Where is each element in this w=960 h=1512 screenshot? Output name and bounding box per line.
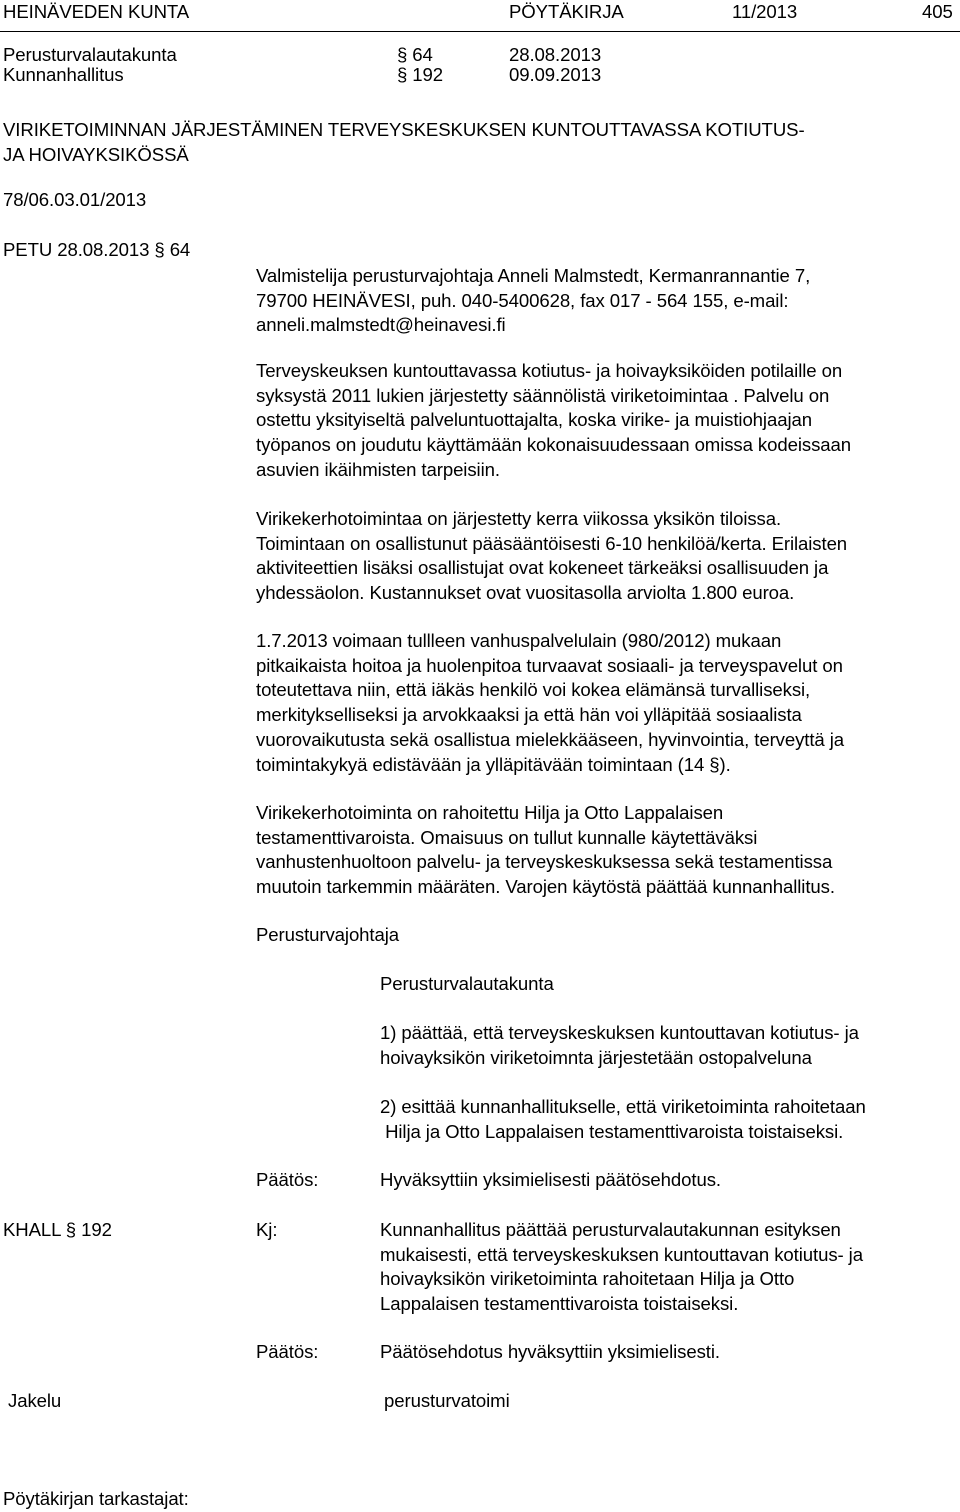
preparer-line: Valmistelija perusturvajohtaja Anneli Malmstedt, Kermanrannantie 7, [256,265,811,286]
title-line: VIRIKETOIMINNAN JÄRJESTÄMINEN TERVEYSKESKUKSEN KUNTOUTTAVASSA KOTIUTUS- [3,119,805,140]
paragraph [256,801,835,900]
preparer-line: 79700 HEINÄVESI, puh. 040-5400628, fax 017 - 564 155, e-mail: [256,289,789,311]
proposal-item [380,1021,859,1070]
paragraph [256,629,844,777]
khall-text [380,1218,863,1317]
committee-name: Perusturvalautakunta [380,973,554,994]
paragraph-line: asuvien ikäihmisten tarpeisiin. [256,458,500,480]
header-rule [0,31,960,32]
reference-number: 78/06.03.01/2013 [3,189,147,210]
petu-reference: PETU 28.08.2013 § 64 [3,239,191,260]
document-title [3,118,805,167]
paragraph-line: ostettu yksityiseltä palveluntuottajalta, koska virike- ja muistiohjaajan [256,409,812,431]
municipality-name: HEINÄVEDEN KUNTA [3,1,190,22]
preparer-line: anneli.malmstedt@heinavesi.fi [256,314,506,336]
khall-label: Kj: [256,1219,278,1240]
paragraph-line: toimintakykyä edistävään ja ylläpitävään toimintaan (14 §). [256,753,731,775]
meeting-section: § 64 [397,44,433,65]
paragraph-line: yhdessäolon. Kustannukset ovat vuositasolla arviolta 1.800 euroa. [256,582,795,604]
preparer-info [256,264,810,338]
paragraph-line: vanhustenhuoltoon palvelu- ja terveyskeskuksessa sekä testamentissa [256,851,833,873]
khall-reference: KHALL § 192 [3,1219,112,1240]
paragraph-line: vuorovaikutusta sekä osallistua mielekkääseen, hyvinvointia, terveyttä ja [256,728,845,750]
decision-text: Hyväksyttiin yksimielisesti päätösehdotus. [380,1169,721,1190]
paragraph-line: aktiviteettien lisäksi osallistujat ovat kokeneet tärkeäksi osallisuuden ja [256,557,829,579]
paragraph-line: työpanos on joudutu käyttämään kokonaisuudessaan omissa kodeissaan [256,434,851,456]
document-type: PÖYTÄKIRJA [509,1,624,22]
paragraph-line: 1.7.2013 voimaan tullleen vanhuspalvelulain (980/2012) mukaan [256,630,782,651]
page-number: 405 [922,1,953,22]
proposer: Perusturvajohtaja [256,924,400,945]
inspectors-label: Pöytäkirjan tarkastajat: [3,1488,189,1509]
document-number: 11/2013 [732,1,798,22]
proposal-line: 2) esittää kunnanhallitukselle, että viriketoiminta rahoitetaan [380,1096,866,1117]
khall-line: Lappalaisen testamenttivaroista toistaiseksi. [380,1293,739,1315]
meeting-section: § 192 [397,64,444,85]
proposal-line: 1) päättää, että terveyskeskuksen kuntouttavan kotiutus- ja [380,1022,859,1043]
khall-line: mukaisesti, että terveyskeskuksen kuntouttavan kotiutus- ja [380,1243,863,1265]
distribution-label: Jakelu [8,1390,62,1411]
paragraph [256,507,847,606]
meeting-body: Kunnanhallitus [3,64,124,85]
khall-line: Kunnanhallitus päättää perusturvalautakunnan esityksen [380,1219,841,1240]
paragraph-line: merkitykselliseksi ja arvokkaaksi ja että hän voi ylläpitää sosiaalista [256,704,802,726]
paragraph-line: Toimintaan on osallistunut pääsääntöisesti 6-10 henkilöä/kerta. Erilaisten [256,532,848,554]
paragraph-line: Virikekerhotoimintaa on järjestetty kerra viikossa yksikön tiloissa. [256,508,782,529]
paragraph-line: syksystä 2011 lukien järjestetty säännölistä viriketoimintaa . Palvelu on [256,384,830,406]
paragraph-line: muutoin tarkemmin määräten. Varojen käytöstä päättää kunnanhallitus. [256,876,835,898]
paragraph-line: Virikekerhotoiminta on rahoitettu Hilja ja Otto Lappalaisen [256,802,724,823]
paragraph-line: Terveyskeuksen kuntouttavassa kotiutus- ja hoivayksiköiden potilaille on [256,360,843,381]
paragraph [256,359,851,483]
decision-label: Päätös: [256,1341,319,1362]
meeting-date: 09.09.2013 [509,64,602,85]
paragraph-line: pitkaikaista hoitoa ja huolenpitoa turvaavat sosiaali- ja terveyspavelut on [256,654,843,676]
paragraph-line: toteutettava niin, että iäkäs henkilö voi kokea elämänsä turvalliseksi, [256,679,811,701]
proposal-item [380,1095,866,1144]
meeting-date: 28.08.2013 [509,44,602,65]
proposal-line: Hilja ja Otto Lappalaisen testamenttivaroista toistaiseksi. [380,1120,844,1142]
title-line: JA HOIVAYKSIKÖSSÄ [3,143,189,165]
khall-line: hoivayksikön viriketoiminta rahoitetaan Hilja ja Otto [380,1268,795,1290]
meeting-body: Perusturvalautakunta [3,44,177,65]
proposal-line: hoivayksikön viriketoimnta järjestetään ostopalveluna [380,1046,812,1068]
paragraph-line: testamenttivaroista. Omaisuus on tullut kunnalle käytettäväksi [256,826,758,848]
distribution-value: perusturvatoimi [384,1390,510,1411]
decision-label: Päätös: [256,1169,319,1190]
decision-text: Päätösehdotus hyväksyttiin yksimielisesti. [380,1341,720,1362]
